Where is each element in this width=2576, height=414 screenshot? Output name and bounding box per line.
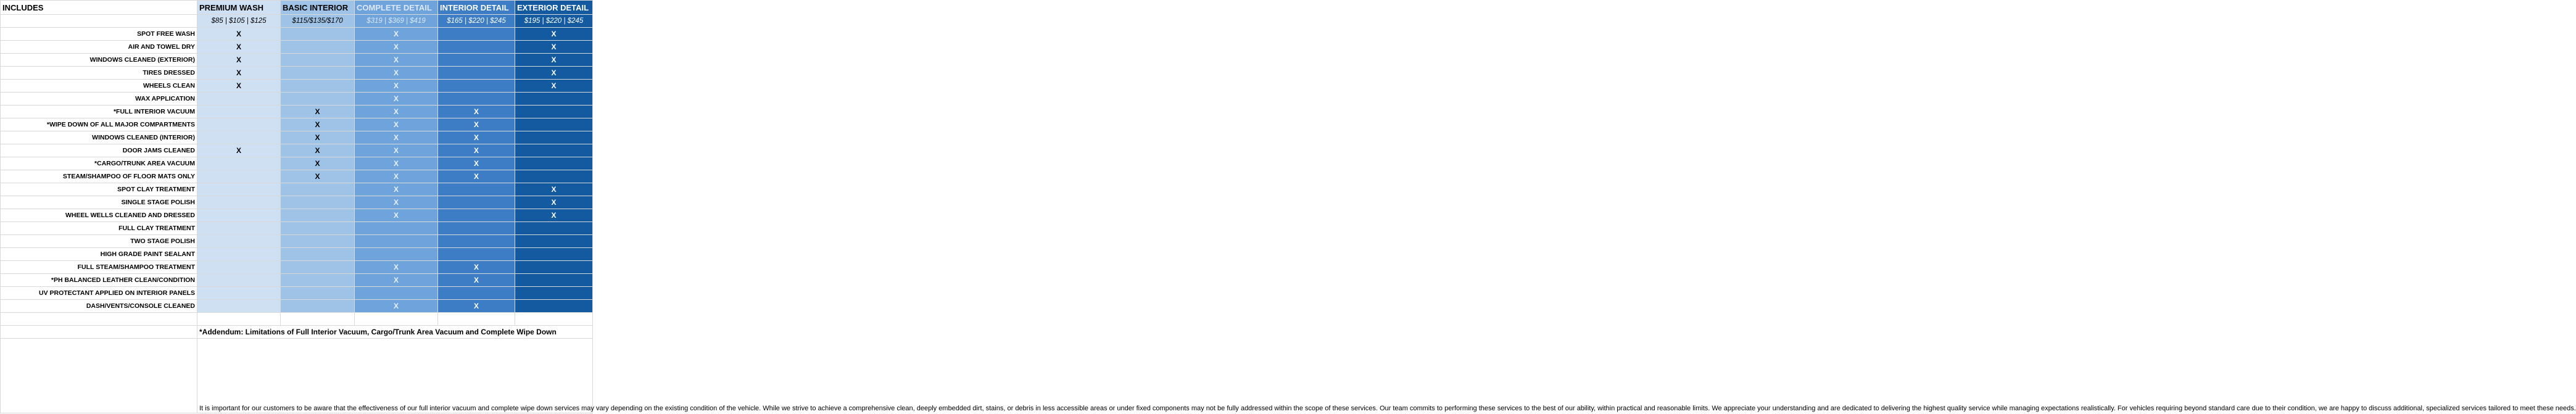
included-mark-exterior-detail: X <box>515 41 593 54</box>
empty-cell-premium-wash <box>197 157 281 170</box>
feature-name: WHEEL WELLS CLEANED AND DRESSED <box>1 209 197 222</box>
included-mark-basic-interior: X <box>281 118 355 131</box>
included-mark-premium-wash: X <box>197 80 281 93</box>
feature-name: WHEELS CLEAN <box>1 80 197 93</box>
empty-cell-basic-interior <box>281 80 355 93</box>
included-mark-complete-detail: X <box>355 28 438 41</box>
empty-cell-basic-interior <box>281 93 355 106</box>
empty-cell-exterior-detail <box>515 157 593 170</box>
package-price-row <box>1 15 593 28</box>
empty-cell <box>197 313 281 326</box>
included-mark-complete-detail: X <box>355 106 438 118</box>
empty-cell-exterior-detail <box>515 93 593 106</box>
feature-row <box>1 80 593 93</box>
addendum-title: *Addendum: Limitations of Full Interior Vacuum, Cargo/Trunk Area Vacuum and Complete Wipe Down <box>197 326 593 339</box>
empty-cell-exterior-detail <box>515 235 593 248</box>
addendum-title-row <box>1 326 593 339</box>
empty-cell <box>1 15 197 28</box>
empty-cell-exterior-detail <box>515 248 593 261</box>
package-name-complete-detail: COMPLETE DETAIL <box>355 1 438 15</box>
empty-cell-complete-detail <box>355 287 438 300</box>
empty-cell-exterior-detail <box>515 274 593 287</box>
package-name-premium-wash: PREMIUM WASH <box>197 1 281 15</box>
feature-row <box>1 196 593 209</box>
included-mark-exterior-detail: X <box>515 209 593 222</box>
feature-name: TWO STAGE POLISH <box>1 235 197 248</box>
feature-row <box>1 157 593 170</box>
included-mark-interior-detail: X <box>438 144 515 157</box>
empty-cell-premium-wash <box>197 196 281 209</box>
feature-name: *PH BALANCED LEATHER CLEAN/CONDITION <box>1 274 197 287</box>
empty-cell-exterior-detail <box>515 287 593 300</box>
empty-cell-premium-wash <box>197 118 281 131</box>
empty-cell <box>515 313 593 326</box>
package-name-exterior-detail: EXTERIOR DETAIL <box>515 1 593 15</box>
empty-cell-basic-interior <box>281 209 355 222</box>
feature-row <box>1 209 593 222</box>
package-price-basic-interior: $115/$135/$170 <box>281 15 355 28</box>
package-price-exterior-detail: $195 | $220 | $245 <box>515 15 593 28</box>
feature-name: AIR AND TOWEL DRY <box>1 41 197 54</box>
empty-cell-basic-interior <box>281 222 355 235</box>
empty-cell-basic-interior <box>281 287 355 300</box>
feature-row <box>1 144 593 157</box>
package-price-interior-detail: $165 | $220 | $245 <box>438 15 515 28</box>
feature-row <box>1 287 593 300</box>
empty-cell-basic-interior <box>281 196 355 209</box>
included-mark-exterior-detail: X <box>515 183 593 196</box>
included-mark-interior-detail: X <box>438 300 515 313</box>
included-mark-complete-detail: X <box>355 274 438 287</box>
feature-row <box>1 131 593 144</box>
included-mark-complete-detail: X <box>355 41 438 54</box>
addendum-body: It is important for our customers to be aware that the effectiveness of our full interior vacuum and complete wipe down services may vary depending on the existing condition of the vehicle. While we strive to achieve a comprehensive clean, deeply embedded dirt, stains, or debris in less accessible areas or under fixed components may not be fully addressed within the scope of these services. Our team commits to performing these services to the best of our ability, within practical and reasonable limits. We appreciate your understanding and are dedicated to delivering the highest quality service while managing expectations realistically. For vehicles requiring beyond standard care due to their condition, we are happy to discuss additional, specialized services tailored to meet these needs. <box>197 339 593 413</box>
feature-row <box>1 274 593 287</box>
included-mark-premium-wash: X <box>197 67 281 80</box>
feature-row <box>1 261 593 274</box>
empty-cell-interior-detail <box>438 183 515 196</box>
empty-cell-premium-wash <box>197 106 281 118</box>
empty-cell-basic-interior <box>281 261 355 274</box>
included-mark-complete-detail: X <box>355 300 438 313</box>
included-mark-complete-detail: X <box>355 261 438 274</box>
included-mark-basic-interior: X <box>281 131 355 144</box>
feature-row <box>1 118 593 131</box>
empty-cell-premium-wash <box>197 248 281 261</box>
empty-cell <box>1 313 197 326</box>
package-price-complete-detail: $319 | $369 | $419 <box>355 15 438 28</box>
included-mark-basic-interior: X <box>281 170 355 183</box>
feature-name: UV PROTECTANT APPLIED ON INTERIOR PANELS <box>1 287 197 300</box>
feature-name: WAX APPLICATION <box>1 93 197 106</box>
included-mark-complete-detail: X <box>355 118 438 131</box>
empty-cell-premium-wash <box>197 93 281 106</box>
included-mark-premium-wash: X <box>197 41 281 54</box>
included-mark-interior-detail: X <box>438 274 515 287</box>
feature-row <box>1 67 593 80</box>
empty-cell-basic-interior <box>281 274 355 287</box>
feature-name: TIRES DRESSED <box>1 67 197 80</box>
empty-cell-premium-wash <box>197 235 281 248</box>
spacer-row <box>1 313 593 326</box>
included-mark-complete-detail: X <box>355 183 438 196</box>
included-mark-premium-wash: X <box>197 144 281 157</box>
empty-cell-basic-interior <box>281 235 355 248</box>
empty-cell-interior-detail <box>438 287 515 300</box>
included-mark-exterior-detail: X <box>515 80 593 93</box>
empty-cell-exterior-detail <box>515 144 593 157</box>
feature-name: SINGLE STAGE POLISH <box>1 196 197 209</box>
included-mark-interior-detail: X <box>438 170 515 183</box>
empty-cell-exterior-detail <box>515 118 593 131</box>
included-mark-complete-detail: X <box>355 80 438 93</box>
empty-cell-premium-wash <box>197 170 281 183</box>
empty-cell-exterior-detail <box>515 222 593 235</box>
empty-cell-premium-wash <box>197 209 281 222</box>
included-mark-complete-detail: X <box>355 93 438 106</box>
empty-cell-complete-detail <box>355 222 438 235</box>
included-mark-complete-detail: X <box>355 144 438 157</box>
included-mark-complete-detail: X <box>355 67 438 80</box>
empty-cell-interior-detail <box>438 209 515 222</box>
package-name-row <box>1 1 593 15</box>
empty-cell-interior-detail <box>438 28 515 41</box>
empty-cell-exterior-detail <box>515 131 593 144</box>
included-mark-complete-detail: X <box>355 157 438 170</box>
empty-cell-complete-detail <box>355 235 438 248</box>
feature-row <box>1 106 593 118</box>
included-mark-complete-detail: X <box>355 54 438 67</box>
empty-cell-interior-detail <box>438 235 515 248</box>
feature-row <box>1 300 593 313</box>
empty-cell-basic-interior <box>281 67 355 80</box>
feature-name: HIGH GRADE PAINT SEALANT <box>1 248 197 261</box>
feature-row <box>1 222 593 235</box>
included-mark-interior-detail: X <box>438 131 515 144</box>
empty-cell-basic-interior <box>281 41 355 54</box>
empty-cell-exterior-detail <box>515 106 593 118</box>
empty-cell-basic-interior <box>281 28 355 41</box>
included-mark-exterior-detail: X <box>515 67 593 80</box>
empty-cell-basic-interior <box>281 248 355 261</box>
included-mark-premium-wash: X <box>197 54 281 67</box>
feature-name: FULL STEAM/SHAMPOO TREATMENT <box>1 261 197 274</box>
empty-cell <box>355 313 438 326</box>
feature-name: SPOT FREE WASH <box>1 28 197 41</box>
empty-cell-premium-wash <box>197 222 281 235</box>
included-mark-exterior-detail: X <box>515 196 593 209</box>
empty-cell-premium-wash <box>197 300 281 313</box>
package-price-premium-wash: $85 | $105 | $125 <box>197 15 281 28</box>
feature-name: STEAM/SHAMPOO OF FLOOR MATS ONLY <box>1 170 197 183</box>
empty-cell-interior-detail <box>438 54 515 67</box>
included-mark-basic-interior: X <box>281 157 355 170</box>
package-name-interior-detail: INTERIOR DETAIL <box>438 1 515 15</box>
feature-row <box>1 93 593 106</box>
included-mark-complete-detail: X <box>355 131 438 144</box>
included-mark-exterior-detail: X <box>515 28 593 41</box>
feature-name: *FULL INTERIOR VACUUM <box>1 106 197 118</box>
empty-cell-basic-interior <box>281 54 355 67</box>
empty-cell-premium-wash <box>197 287 281 300</box>
feature-row <box>1 183 593 196</box>
included-mark-exterior-detail: X <box>515 54 593 67</box>
feature-name: FULL CLAY TREATMENT <box>1 222 197 235</box>
empty-cell-exterior-detail <box>515 300 593 313</box>
feature-name: DOOR JAMS CLEANED <box>1 144 197 157</box>
empty-cell <box>1 326 197 339</box>
empty-cell-complete-detail <box>355 248 438 261</box>
includes-label: INCLUDES <box>1 1 197 15</box>
empty-cell-premium-wash <box>197 274 281 287</box>
included-mark-complete-detail: X <box>355 196 438 209</box>
feature-name: *WIPE DOWN OF ALL MAJOR COMPARTMENTS <box>1 118 197 131</box>
empty-cell-exterior-detail <box>515 261 593 274</box>
empty-cell-basic-interior <box>281 300 355 313</box>
empty-cell-premium-wash <box>197 131 281 144</box>
feature-row <box>1 248 593 261</box>
empty-cell-interior-detail <box>438 67 515 80</box>
included-mark-complete-detail: X <box>355 170 438 183</box>
feature-row <box>1 54 593 67</box>
empty-cell-basic-interior <box>281 183 355 196</box>
feature-name: SPOT CLAY TREATMENT <box>1 183 197 196</box>
empty-cell <box>438 313 515 326</box>
empty-cell <box>281 313 355 326</box>
included-mark-basic-interior: X <box>281 144 355 157</box>
feature-name: DASH/VENTS/CONSOLE CLEANED <box>1 300 197 313</box>
empty-cell <box>1 339 197 413</box>
feature-name: WINDOWS CLEANED (EXTERIOR) <box>1 54 197 67</box>
included-mark-interior-detail: X <box>438 106 515 118</box>
addendum-body-row <box>1 339 593 413</box>
feature-row <box>1 41 593 54</box>
feature-name: WINDOWS CLEANED (INTERIOR) <box>1 131 197 144</box>
empty-cell-interior-detail <box>438 93 515 106</box>
included-mark-premium-wash: X <box>197 28 281 41</box>
empty-cell-premium-wash <box>197 261 281 274</box>
feature-row <box>1 235 593 248</box>
included-mark-interior-detail: X <box>438 261 515 274</box>
empty-cell-premium-wash <box>197 183 281 196</box>
empty-cell-interior-detail <box>438 196 515 209</box>
empty-cell-exterior-detail <box>515 170 593 183</box>
included-mark-interior-detail: X <box>438 118 515 131</box>
empty-cell-interior-detail <box>438 222 515 235</box>
feature-name: *CARGO/TRUNK AREA VACUUM <box>1 157 197 170</box>
included-mark-complete-detail: X <box>355 209 438 222</box>
empty-cell-interior-detail <box>438 41 515 54</box>
included-mark-interior-detail: X <box>438 157 515 170</box>
feature-row <box>1 28 593 41</box>
included-mark-basic-interior: X <box>281 106 355 118</box>
empty-cell-interior-detail <box>438 80 515 93</box>
feature-row <box>1 170 593 183</box>
empty-cell-interior-detail <box>438 248 515 261</box>
package-name-basic-interior: BASIC INTERIOR <box>281 1 355 15</box>
